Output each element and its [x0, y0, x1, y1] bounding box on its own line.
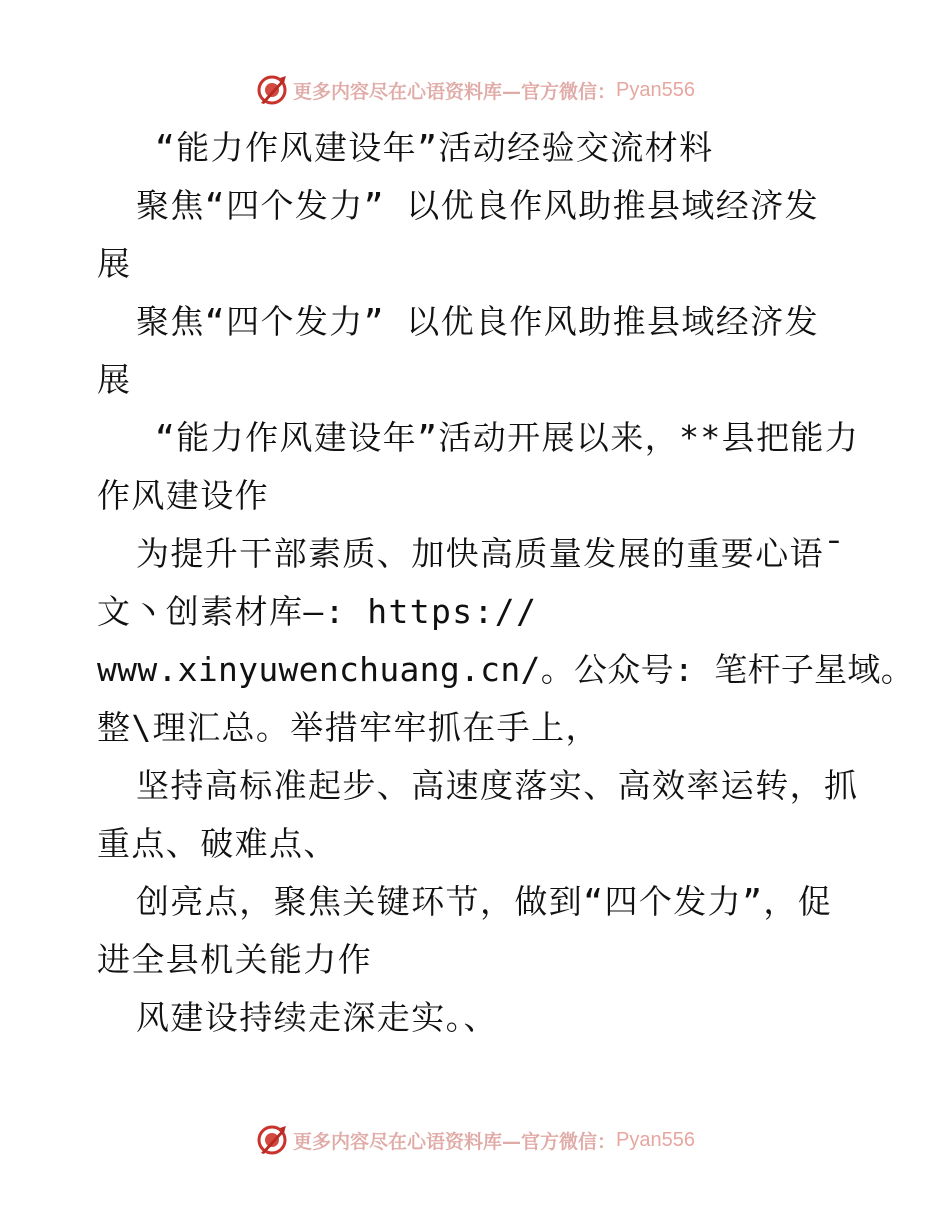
watermark-handle: Pyan556 — [616, 1128, 695, 1151]
paragraph-line: 作风建设作 — [97, 476, 269, 515]
paragraph-line: 风建设持续走深走实。、 — [136, 998, 498, 1037]
paragraph-line: www.xinyuwenchuang.cn/。公众号: 笔杆子星域。 — [97, 650, 915, 689]
document-subtitle-wrap: 展 — [97, 244, 132, 283]
document-title: “能力作风建设年”活动经验交流材料 — [155, 128, 714, 167]
paragraph-line: 创亮点，聚焦关键环节，做到“四个发力”，促 — [136, 882, 833, 921]
footer-watermark — [0, 1120, 950, 1160]
paragraph-line: “能力作风建设年”活动开展以来，**县把能力 — [155, 418, 860, 457]
document-subtitle-repeat-wrap: 展 — [97, 360, 132, 399]
quill-seal-icon — [255, 1123, 289, 1157]
watermark-handle: Pyan556 — [616, 78, 695, 101]
quill-seal-icon — [255, 73, 289, 107]
watermark-text: 更多内容尽在心语资料库—官方微信： — [293, 80, 617, 103]
paragraph-line: 为提升干部素质、加快高质量发展的重要心语¯ — [136, 534, 846, 573]
paragraph-line: 重点、破难点、 — [97, 824, 338, 863]
watermark-text: 更多内容尽在心语资料库—官方微信： — [293, 1130, 617, 1153]
document-subtitle-repeat: 聚焦“四个发力” 以优良作风助推县域经济发 — [136, 302, 820, 341]
paragraph-line: 坚持高标准起步、高速度落实、高效率运转，抓 — [136, 766, 859, 805]
document-body — [97, 119, 915, 1047]
paragraph-line: 文丶创素材库—: https:// — [97, 592, 538, 631]
paragraph-line: 整\理汇总。举措牢牢抓在手上， — [97, 708, 600, 747]
document-subtitle: 聚焦“四个发力” 以优良作风助推县域经济发 — [136, 186, 820, 225]
paragraph-line: 进全县机关能力作 — [97, 940, 373, 979]
header-watermark — [0, 70, 950, 110]
